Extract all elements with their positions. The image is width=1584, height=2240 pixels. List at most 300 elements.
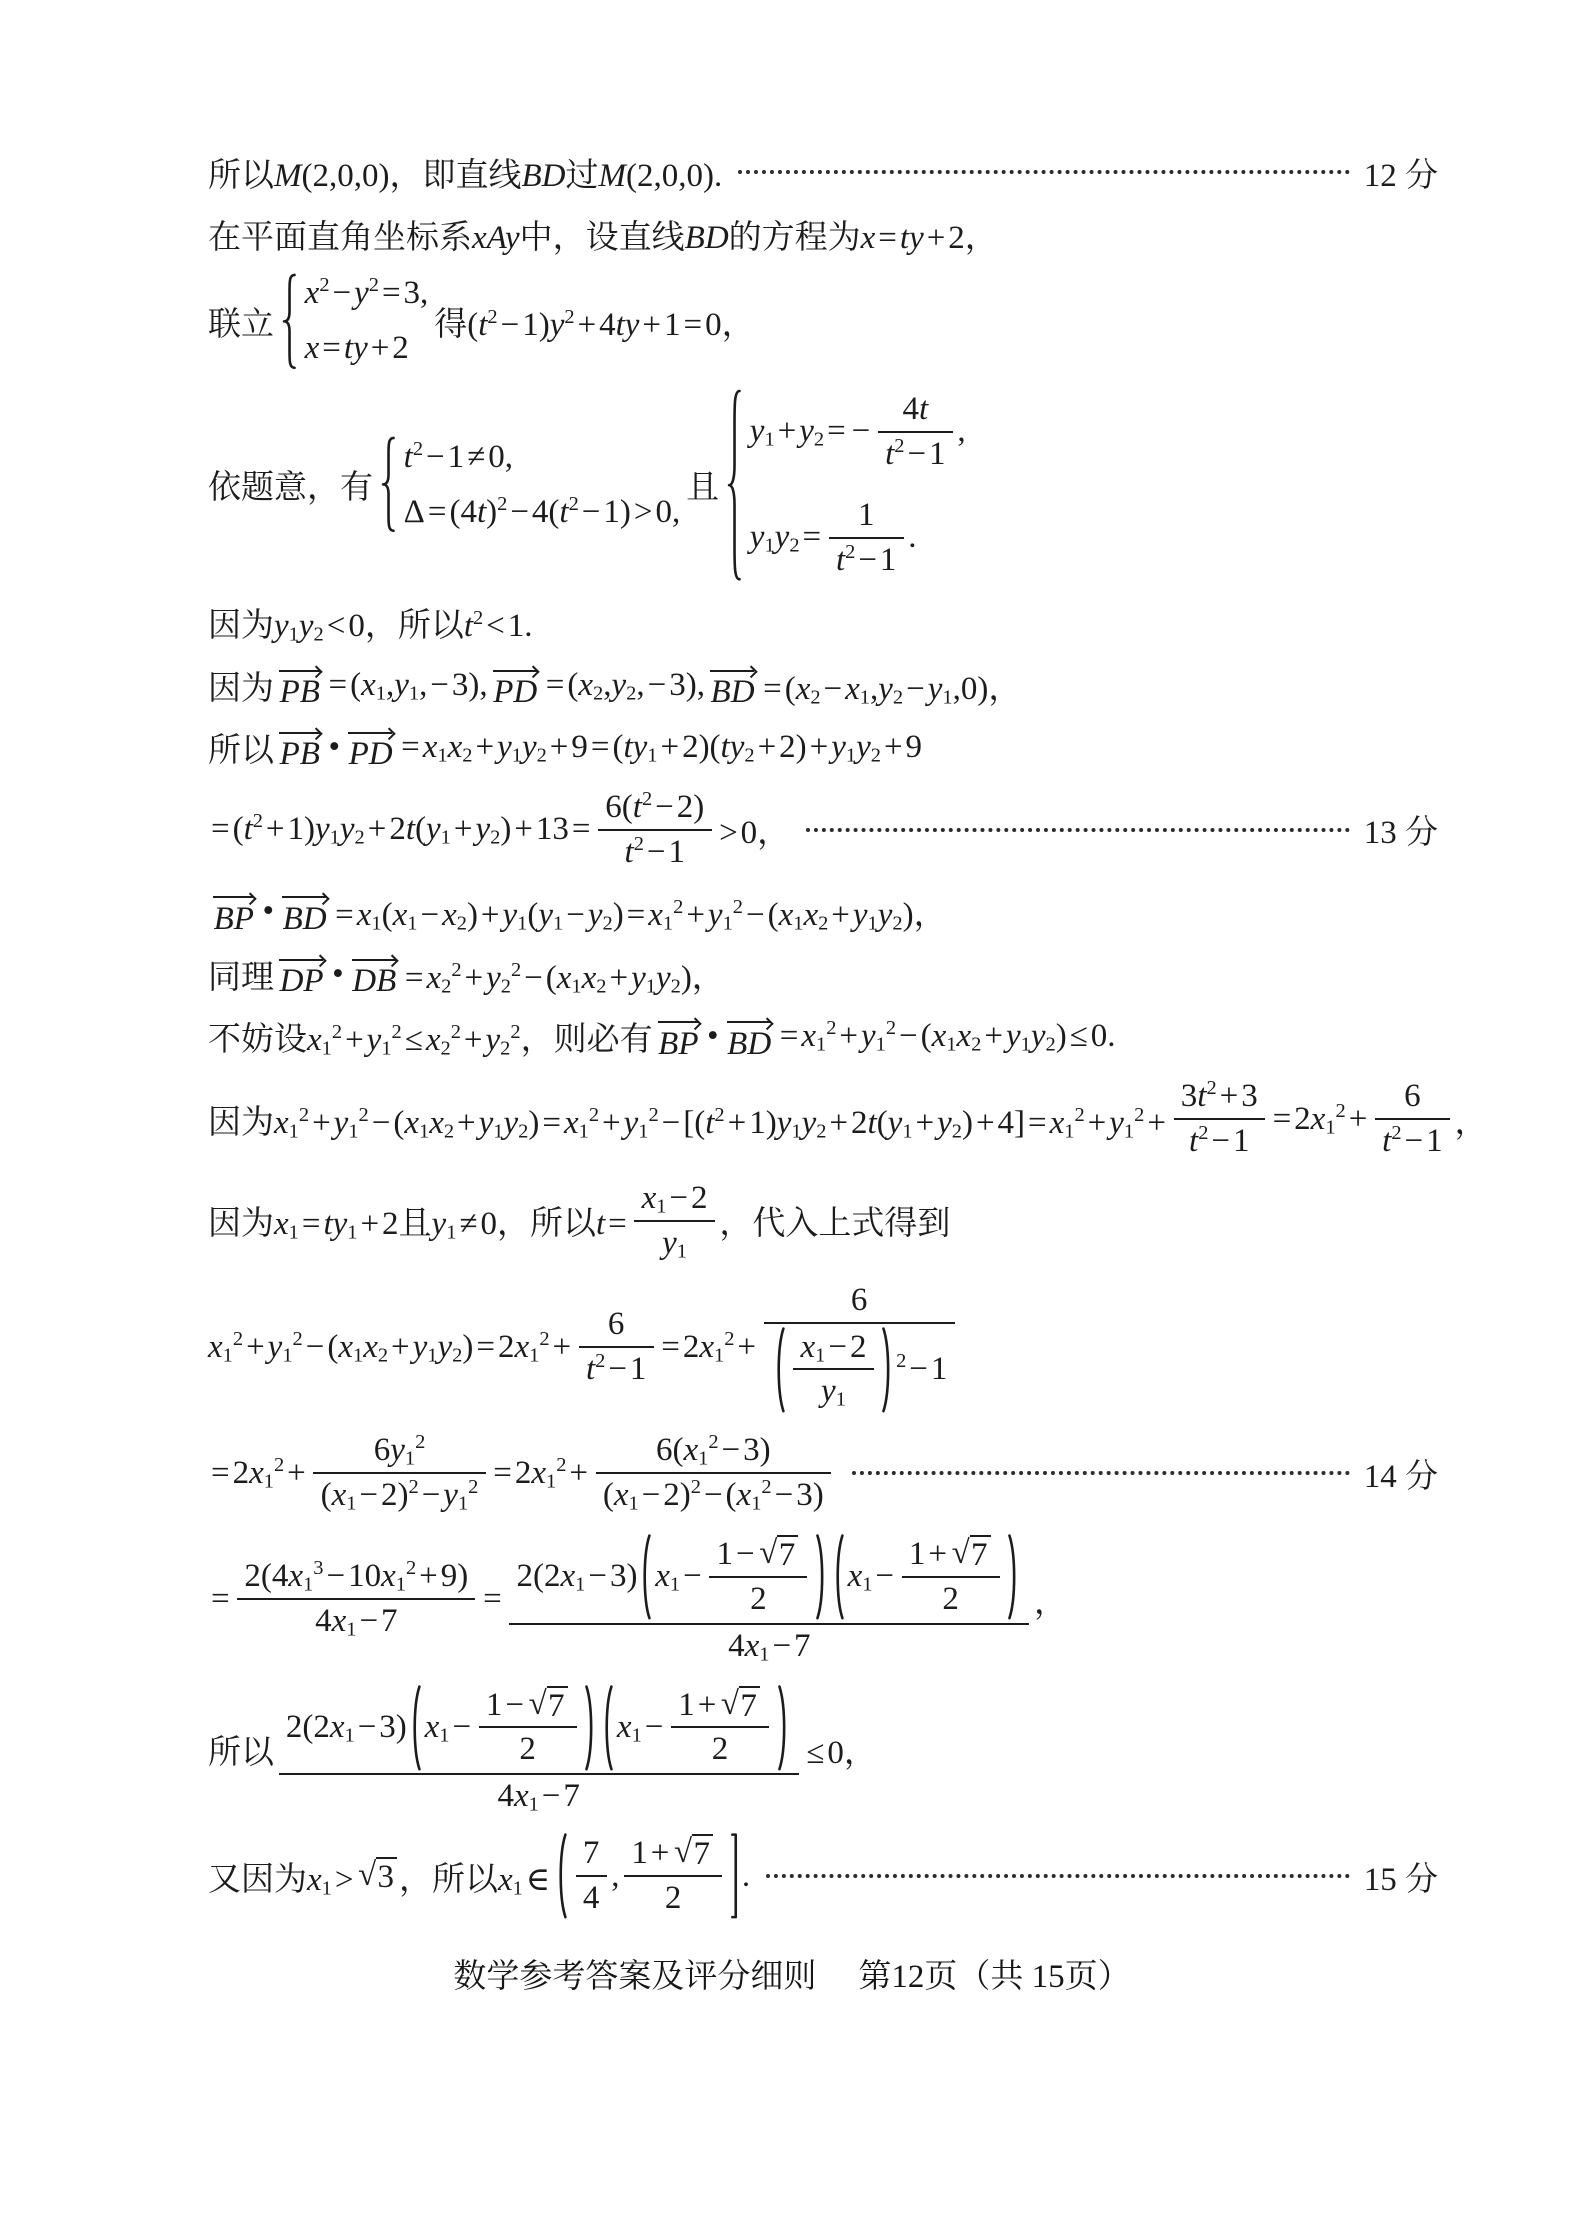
fence-body bbox=[787, 1326, 881, 1414]
math-run: 1 bbox=[764, 428, 775, 451]
math-run: 2 bbox=[450, 1021, 461, 1044]
fenced-group bbox=[832, 1533, 1020, 1621]
fraction-denominator bbox=[793, 1368, 873, 1413]
math-run: 同理 bbox=[208, 959, 274, 996]
math-run: 7 bbox=[582, 1835, 600, 1872]
radical-sign: √ bbox=[358, 1856, 377, 1893]
fenced-group bbox=[639, 1533, 827, 1621]
fenced-group bbox=[773, 1326, 894, 1414]
math-run: 1 bbox=[404, 1447, 416, 1470]
cases-row bbox=[750, 494, 917, 582]
fence-body bbox=[615, 1684, 776, 1772]
math-run: 2 bbox=[232, 1327, 244, 1350]
vector-arrow bbox=[351, 950, 398, 964]
math-run: 2 bbox=[451, 959, 462, 982]
solution-line-15 bbox=[208, 1429, 1438, 1517]
math-run: $x_1-2$ bbox=[800, 1328, 867, 1367]
math-run: 2 bbox=[1134, 1103, 1145, 1126]
fraction-numerator bbox=[793, 1326, 873, 1369]
math-run: 2 bbox=[1074, 1103, 1085, 1126]
math-run: 1 bbox=[815, 1344, 826, 1367]
math-run: $=2x_1^2+$ bbox=[493, 1453, 588, 1493]
math-run: 所以 bbox=[208, 1735, 274, 1772]
math-run: 1 bbox=[835, 1388, 846, 1411]
vector bbox=[726, 1013, 773, 1062]
math-run: 1 bbox=[631, 1724, 642, 1747]
vector bbox=[278, 661, 322, 710]
math-run: 1+ bbox=[908, 1535, 947, 1572]
math-run: 1 bbox=[288, 1120, 299, 1143]
math-run: 1 bbox=[656, 1195, 667, 1218]
vector-name: BD bbox=[710, 673, 755, 710]
math-run: $x_1-$ bbox=[424, 1708, 472, 1747]
math-run: 2 bbox=[744, 744, 755, 767]
math-run: 1 bbox=[348, 1120, 359, 1143]
math-run: 因为 bbox=[208, 670, 274, 707]
math-run: 1 bbox=[512, 1877, 523, 1900]
math-run: 2 bbox=[368, 274, 379, 297]
math-run: 2 bbox=[354, 826, 365, 849]
math-fraction bbox=[279, 1682, 799, 1819]
math-run: $2(2x_1-3)$ bbox=[516, 1558, 638, 1596]
math-run: $t^2-1$ bbox=[1382, 1122, 1443, 1160]
math-run: 1 bbox=[628, 1492, 639, 1515]
math-run: 2 bbox=[497, 493, 508, 516]
math-run: • bbox=[707, 1018, 719, 1055]
vector bbox=[281, 888, 328, 937]
math-run: 2 bbox=[1335, 1099, 1346, 1122]
brace-delimiter bbox=[280, 272, 298, 371]
radical-sign: √ bbox=[528, 1685, 547, 1722]
brace-delimiter bbox=[725, 385, 743, 585]
math-run: 2 bbox=[319, 274, 330, 297]
math-run: 1 bbox=[288, 623, 299, 646]
math-run: 2 bbox=[596, 975, 607, 998]
vector-arrow bbox=[281, 888, 328, 902]
math-run: 2 bbox=[810, 686, 821, 709]
math-run: 因为$x_1^2+y_1^2-(x_1x_2+y_1y_2)=x_1^2+y_1^2-[(t^2+1)y_1y_2+2t(y_1+y_2)+4]=x_1^2+y_1^2+$ bbox=[208, 1103, 1166, 1143]
vector-arrow bbox=[212, 888, 256, 902]
math-run: 2 bbox=[1198, 1122, 1209, 1145]
math-run: $=2x_1^2+$ bbox=[210, 1453, 306, 1493]
math-run: 1 bbox=[321, 1877, 332, 1900]
math-run: $=x_2^2+y_2^2-(x_1x_2+y_1y_2)$， bbox=[404, 959, 725, 998]
paren-delimiter bbox=[814, 1533, 828, 1621]
paren-delimiter bbox=[776, 1684, 790, 1772]
vector-arrow bbox=[657, 1013, 701, 1027]
math-run: $=(x_1,y_1,-3)$, bbox=[328, 666, 488, 705]
math-run: $t^2-1$ bbox=[1189, 1122, 1250, 1160]
math-run: 2 bbox=[564, 306, 575, 328]
math-fraction bbox=[479, 1684, 577, 1772]
math-fraction bbox=[793, 1326, 873, 1414]
math-run: 1 bbox=[437, 744, 448, 767]
fenced-group bbox=[409, 1684, 597, 1772]
fraction-denominator bbox=[902, 1576, 1000, 1621]
dotted-leader bbox=[766, 1874, 1350, 1878]
solution-line-17 bbox=[208, 1682, 1438, 1819]
math-run: 1 bbox=[1064, 1120, 1075, 1143]
math-run: 2 bbox=[648, 1103, 659, 1126]
math-run: 2 bbox=[724, 1327, 735, 1350]
cases-row bbox=[404, 494, 681, 531]
math-run: 1 bbox=[371, 912, 382, 935]
solution-line-6 bbox=[208, 661, 1438, 710]
math-run: 1+ bbox=[631, 1835, 670, 1872]
cases-rows bbox=[298, 272, 428, 371]
solution-line-13 bbox=[208, 1177, 1438, 1265]
vector bbox=[709, 661, 756, 710]
math-fraction bbox=[598, 786, 711, 874]
math-run: 2 bbox=[415, 1431, 426, 1454]
solution-line-7 bbox=[208, 723, 1438, 772]
math-run: 2 bbox=[468, 1476, 479, 1499]
vector bbox=[351, 950, 398, 999]
math-run: 1 bbox=[1325, 1116, 1336, 1139]
math-run: 2 bbox=[452, 1344, 463, 1366]
math-run: 2 bbox=[664, 1880, 682, 1916]
math-fraction bbox=[237, 1555, 475, 1643]
paren-delimiter bbox=[601, 1684, 615, 1772]
math-run: 2 bbox=[377, 1344, 389, 1366]
fraction-numerator bbox=[709, 1533, 807, 1576]
vector-name: DB bbox=[352, 963, 397, 1000]
math-run: $y_1$ bbox=[662, 1224, 687, 1263]
fraction-numerator bbox=[596, 1429, 831, 1472]
math-run: 1 bbox=[638, 1120, 649, 1143]
math-run: >0， bbox=[719, 815, 791, 852]
cases-row bbox=[305, 275, 429, 312]
cases-row bbox=[404, 439, 513, 476]
solution-line-9 bbox=[208, 888, 1438, 937]
math-run: $=(x_2,y_2,-3)$, bbox=[545, 666, 705, 705]
math-run: 依题意，有 bbox=[208, 470, 373, 507]
math-run: 2 bbox=[358, 1103, 369, 1126]
math-run: 2 bbox=[518, 1120, 529, 1143]
math-run: 1 bbox=[288, 1221, 299, 1244]
fenced-group bbox=[555, 1832, 740, 1920]
radical-sign: √ bbox=[674, 1834, 693, 1871]
math-run: 1 bbox=[722, 912, 733, 935]
math-run: 2 bbox=[391, 1021, 402, 1044]
solution-line-11 bbox=[208, 1013, 1438, 1062]
math-run: 1 bbox=[793, 912, 804, 935]
math-run: $4x_1-7$ bbox=[728, 1627, 811, 1666]
math-run: 2 bbox=[519, 1731, 536, 1768]
math-run: 1 bbox=[457, 1492, 469, 1515]
math-run: 1 bbox=[676, 1240, 687, 1263]
fraction-numerator bbox=[598, 786, 711, 829]
solution-line-10 bbox=[208, 950, 1438, 999]
math-run: • bbox=[262, 893, 275, 930]
fence-body bbox=[846, 1533, 1007, 1621]
math-run: $2(4x_1^3-10x_1^2+9)$ bbox=[244, 1557, 469, 1596]
vector-name: BP bbox=[213, 900, 254, 937]
solution-line-5 bbox=[208, 599, 1438, 647]
fraction-numerator bbox=[878, 388, 953, 431]
math-run: $x_1-$ bbox=[616, 1708, 664, 1747]
math-run: 2 bbox=[408, 1476, 419, 1499]
square-root bbox=[759, 1535, 798, 1573]
math-run: $4x_1-7$ bbox=[315, 1603, 398, 1641]
math-run: 1 bbox=[222, 1344, 233, 1366]
math-run: 1 bbox=[645, 975, 656, 998]
fraction-denominator bbox=[634, 1220, 714, 1265]
math-run: x=ty+2 bbox=[304, 330, 409, 367]
fraction-numerator bbox=[237, 1555, 475, 1598]
solution-line-3 bbox=[208, 272, 1438, 371]
fraction-numerator bbox=[1174, 1075, 1265, 1118]
math-run: $=x_1x_2+y_1y_2+9=(ty_1+2)(ty_2+2)+y_1y_2+9$ bbox=[401, 729, 923, 767]
math-run: 2 bbox=[896, 1350, 907, 1373]
math-run: • bbox=[328, 729, 341, 766]
dotted-leader bbox=[738, 170, 1350, 174]
math-run: 2 bbox=[588, 1103, 600, 1126]
math-run: , bbox=[611, 1857, 620, 1894]
math-run: 2 bbox=[292, 1327, 303, 1350]
math-run: 2 bbox=[595, 1350, 606, 1373]
math-run: 所以M(2,0,0)，即直线BD过M(2,0,0). bbox=[208, 157, 723, 194]
math-run: 1 bbox=[321, 1037, 332, 1060]
math-run: 2 bbox=[568, 493, 579, 516]
fraction-denominator bbox=[829, 537, 904, 582]
math-run: $t^2-1$ bbox=[885, 435, 946, 472]
math-run: 2 bbox=[813, 428, 825, 451]
math-run: $2(2x_1-3)$ bbox=[285, 1708, 407, 1747]
math-run: 得$(t^2-1)y^2+4ty+1=0$， bbox=[434, 306, 755, 343]
cases-group bbox=[280, 272, 428, 371]
solution-line-2 bbox=[208, 210, 1438, 258]
math-run: 2 bbox=[462, 744, 473, 767]
math-run: 2 bbox=[472, 607, 484, 630]
fraction-numerator bbox=[509, 1531, 1029, 1623]
math-run: 6 bbox=[850, 1281, 868, 1318]
math-run: 2 bbox=[892, 912, 903, 935]
fraction-numerator bbox=[576, 1832, 607, 1875]
vector-name: PD bbox=[348, 736, 393, 773]
math-run: 2 bbox=[951, 1120, 962, 1143]
math-run: 1 bbox=[942, 686, 953, 709]
vector-arrow bbox=[278, 950, 325, 964]
fence-body bbox=[653, 1533, 814, 1621]
vector-arrow bbox=[492, 661, 539, 675]
math-run: 2 bbox=[818, 912, 829, 935]
math-fraction bbox=[579, 1303, 654, 1391]
square-root bbox=[674, 1834, 713, 1872]
cases-row bbox=[305, 330, 409, 367]
math-run: ， bbox=[1454, 1104, 1488, 1141]
math-run: 1 bbox=[439, 1724, 450, 1747]
math-run: 2 bbox=[298, 1103, 310, 1126]
math-run: 1 bbox=[418, 1120, 430, 1143]
math-run: $x_1-$ bbox=[847, 1558, 895, 1596]
math-run: 2 bbox=[894, 435, 905, 458]
math-run: $t^2-1$ bbox=[585, 1350, 647, 1387]
math-run: 2 bbox=[816, 1120, 827, 1143]
math-run: 2 bbox=[539, 1327, 550, 1350]
math-fraction bbox=[624, 1832, 722, 1920]
math-run: 2 bbox=[690, 1476, 701, 1499]
math-run: 2 bbox=[443, 1120, 455, 1143]
solution-line-4 bbox=[208, 385, 1438, 585]
math-run: 1 bbox=[493, 1120, 504, 1143]
paren-delimiter bbox=[832, 1533, 846, 1621]
solution-line-14 bbox=[208, 1279, 1438, 1416]
math-run: 2 bbox=[1206, 1077, 1217, 1100]
math-fraction bbox=[902, 1533, 1000, 1621]
fraction-denominator bbox=[671, 1726, 769, 1771]
fenced-group bbox=[601, 1684, 789, 1772]
math-run: 2 bbox=[490, 826, 501, 849]
math-run: 不妨设$x_1^2+y_1^2\le x_2^2+y_2^2$，则必有 bbox=[208, 1021, 653, 1060]
math-run: 1 bbox=[669, 1573, 681, 1596]
math-run: $=x_1^2+y_1^2-(x_1x_2+y_1y_2)\le 0$. bbox=[779, 1017, 1116, 1056]
fence-body bbox=[569, 1832, 729, 1920]
math-run: 且 bbox=[686, 470, 720, 507]
solution-line-8 bbox=[208, 786, 1438, 874]
math-run: 6 bbox=[1404, 1078, 1421, 1115]
math-run: . bbox=[908, 519, 917, 556]
vector bbox=[492, 661, 539, 710]
math-run: 2 bbox=[885, 1017, 897, 1040]
math-run: ，代入上式得到 bbox=[719, 1206, 951, 1243]
fraction-numerator bbox=[902, 1533, 1000, 1576]
math-run: 2 bbox=[789, 534, 800, 557]
math-run: 1 bbox=[529, 1344, 540, 1366]
radical-sign: √ bbox=[951, 1535, 970, 1572]
math-run: $6(x_1^2-3)$ bbox=[655, 1431, 771, 1470]
score-label: 15 分 bbox=[1363, 1861, 1438, 1898]
math-fraction bbox=[596, 1429, 831, 1517]
math-run: 1 bbox=[578, 1120, 589, 1143]
math-run: • bbox=[332, 955, 344, 992]
math-run: 2 bbox=[711, 1731, 729, 1768]
math-run: 2 bbox=[673, 896, 684, 919]
footer-page-number: 第12页（共 15页） bbox=[858, 1959, 1131, 1995]
math-run: ≤0， bbox=[806, 1735, 877, 1772]
paren-delimiter bbox=[555, 1832, 569, 1920]
math-run: 1− bbox=[485, 1686, 524, 1723]
math-run: 1 bbox=[867, 912, 878, 935]
math-run: 1− bbox=[716, 1535, 755, 1572]
fraction-denominator bbox=[596, 1472, 831, 1517]
math-run: 2 bbox=[714, 1103, 725, 1126]
math-run: $x_1^2+y_1^2-(x_1x_2+y_1y_2)=2x_1^2+$ bbox=[208, 1327, 572, 1366]
math-run: $(x_1-2)^2-y_1^2$ bbox=[320, 1476, 479, 1515]
cases-group bbox=[379, 435, 680, 534]
vector-arrow bbox=[347, 723, 394, 737]
math-run: 1 bbox=[857, 496, 875, 533]
fraction-numerator bbox=[479, 1684, 577, 1727]
fraction-denominator bbox=[624, 1875, 722, 1920]
fraction-denominator bbox=[598, 829, 711, 874]
math-run: 2 bbox=[487, 306, 498, 328]
math-run: 1 bbox=[427, 1344, 438, 1366]
math-run: ，所以$x_1\in$ bbox=[398, 1861, 551, 1900]
math-run: 2 bbox=[641, 788, 653, 811]
square-root bbox=[952, 1535, 991, 1573]
solution-line-18 bbox=[208, 1832, 1438, 1920]
solution-line-16 bbox=[208, 1531, 1438, 1668]
math-run: $6y_1^2$ bbox=[373, 1431, 426, 1470]
paren-delimiter bbox=[409, 1684, 423, 1772]
math-run: 4t bbox=[902, 391, 929, 427]
math-run: 2 bbox=[870, 744, 881, 767]
math-run: 2 bbox=[750, 1580, 767, 1617]
math-run: 1 bbox=[713, 1344, 725, 1366]
vector-arrow bbox=[726, 1013, 773, 1027]
math-fraction bbox=[1375, 1075, 1450, 1163]
math-run: 1 bbox=[791, 1120, 802, 1143]
fraction-denominator bbox=[509, 1623, 1029, 1668]
math-run: $(x_1-2)^2-(x_1^2-3)$ bbox=[602, 1476, 824, 1515]
math-run: 2 bbox=[405, 1557, 417, 1580]
fraction-numerator bbox=[624, 1832, 722, 1875]
score-label: 13 分 bbox=[1363, 815, 1438, 852]
fraction-numerator bbox=[279, 1682, 799, 1774]
math-run: 1 bbox=[440, 826, 451, 849]
cases-group bbox=[725, 385, 966, 585]
math-run: 1 bbox=[1123, 1120, 1135, 1143]
fraction-denominator bbox=[709, 1576, 807, 1621]
square-root bbox=[721, 1686, 760, 1724]
math-run: 2 bbox=[556, 1453, 567, 1476]
math-run: 1 bbox=[647, 744, 658, 767]
math-run: $y_1y_2=$ bbox=[749, 519, 822, 557]
fraction-numerator bbox=[671, 1684, 769, 1727]
math-run: 1 bbox=[553, 912, 564, 935]
math-run: 2 bbox=[510, 959, 522, 982]
square-root bbox=[358, 1857, 397, 1895]
vector-name: BD bbox=[727, 1025, 772, 1062]
radicand: 7 bbox=[547, 1686, 568, 1724]
fraction-numerator bbox=[313, 1429, 485, 1472]
math-run: 2 bbox=[510, 1021, 521, 1044]
math-run: 在平面直角坐标系xAy中，设直线BD的方程为x=ty+2， bbox=[208, 219, 998, 256]
math-run: $^2$−1 bbox=[896, 1350, 948, 1387]
math-run: $=2x_1^2+$ bbox=[1272, 1099, 1368, 1139]
radicand: 7 bbox=[692, 1834, 713, 1872]
vector-name: PB bbox=[279, 736, 320, 773]
math-run: 1 bbox=[511, 744, 522, 767]
score-label: 12 分 bbox=[1363, 157, 1438, 194]
math-run: 1 bbox=[344, 1724, 355, 1747]
math-run: 1 bbox=[575, 1573, 586, 1596]
math-run: 2 bbox=[412, 437, 424, 460]
math-run: $x_1-2$ bbox=[641, 1179, 708, 1218]
math-run: $x^2-y^2=3$, bbox=[304, 274, 429, 312]
fraction-denominator bbox=[576, 1875, 607, 1920]
math-run: 1 bbox=[395, 1573, 406, 1596]
math-run: 1 bbox=[545, 1470, 557, 1493]
fraction-numerator bbox=[1375, 1075, 1450, 1118]
math-run: 2 bbox=[942, 1580, 959, 1617]
vector-name: PD bbox=[493, 673, 538, 710]
math-fraction bbox=[634, 1177, 714, 1265]
math-run: 2 bbox=[1045, 1033, 1056, 1056]
math-run: $\Delta=(4t)^2-4(t^2-1)>0$, bbox=[403, 493, 681, 530]
paren-delimiter bbox=[1006, 1533, 1020, 1621]
fraction-numerator bbox=[829, 494, 904, 537]
math-run: $x_1-$ bbox=[655, 1558, 702, 1596]
radicand: 7 bbox=[777, 1535, 798, 1573]
fraction-denominator bbox=[237, 1598, 475, 1643]
paren-delimiter bbox=[880, 1326, 894, 1414]
vector bbox=[278, 950, 325, 999]
vector-name: DP bbox=[279, 963, 324, 1000]
paren-delimiter bbox=[729, 1832, 740, 1920]
math-run: 1 bbox=[875, 1033, 886, 1056]
